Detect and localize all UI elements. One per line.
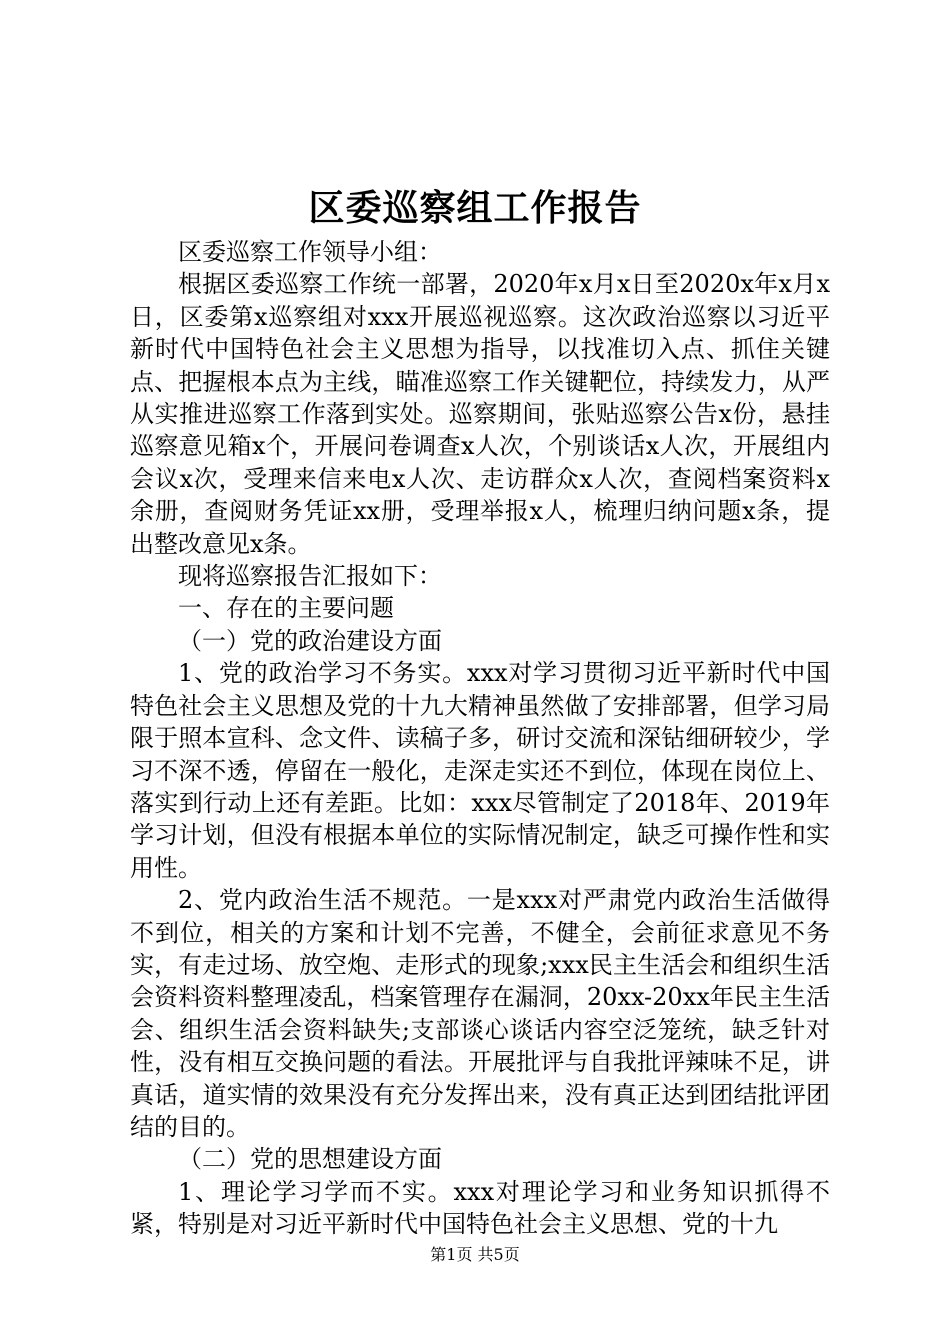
paragraph-transition: 现将巡察报告汇报如下：	[178, 562, 442, 591]
salutation: 区委巡察工作领导小组：	[178, 238, 442, 266]
paragraph-intro: 根据区委巡察工作统一部署，2020年x月x日至2020x年x月x日，区委第x巡察组对xxx开展巡视巡察。这次政治巡察以习近平新时代中国特色社会主义思想为指导，以找准切入点、抓住关键点、把握根本点为主线，瞄准巡察工作关键靶位，持续发力，从严从实推进巡察工作落到实处。巡察期间，张贴巡察公告x份，悬挂巡察意见箱x个，开展问卷调查x人次，个别谈话x人次，开展组内会议x次，受理来信来电x人次、走访群众x人次，查阅档案资料x余册，查阅财务凭证xx册，受理举报x人，梳理归纳问题x条，提出整改意见x条。	[130, 270, 830, 558]
page-number-footer: 第1页 共5页	[430, 1245, 520, 1264]
subsection-heading-2: （二）党的思想建设方面	[178, 1145, 442, 1174]
paragraph-item-2: 2、党内政治生活不规范。一是xxx对严肃党内政治生活做得不到位，相关的方案和计划不完善，不健全，会前征求意见不务实，有走过场、放空炮、走形式的现象;xxx民主生活会和组织生活会资料资料整理凌乱，档案管理存在漏洞，20xx-20xx年民主生活会、组织生活会资料缺失;支部谈心谈话内容空泛笼统，缺乏针对性，没有相互交换问题的看法。开展批评与自我批评辣味不足，讲真话，道实情的效果没有充分发挥出来，没有真正达到团结批评团结的目的。	[130, 886, 830, 1141]
document-title: 区委巡察组工作报告	[308, 187, 642, 229]
section-heading-1: 一、存在的主要问题	[178, 594, 394, 623]
subsection-heading-1: （一）党的政治建设方面	[178, 626, 442, 655]
document-body	[130, 236, 830, 1241]
paragraph-item-1: 1、党的政治学习不务实。xxx对学习贯彻习近平新时代中国特色社会主义思想及党的十九大精神虽然做了安排部署，但学习局限于照本宣科、念文件、读稿子多，研讨交流和深钻细研较少，学习不深不透，停留在一般化，走深走实还不到位，体现在岗位上、落实到行动上还有差距。比如：xxx尽管制定了2018年、2019年学习计划，但没有根据本单位的实际情况制定，缺乏可操作性和实用性。	[130, 659, 830, 882]
paragraph-item-3: 1、理论学习学而不实。xxx对理论学习和业务知识抓得不紧，特别是对习近平新时代中国特色社会主义思想、党的十九	[130, 1177, 830, 1239]
